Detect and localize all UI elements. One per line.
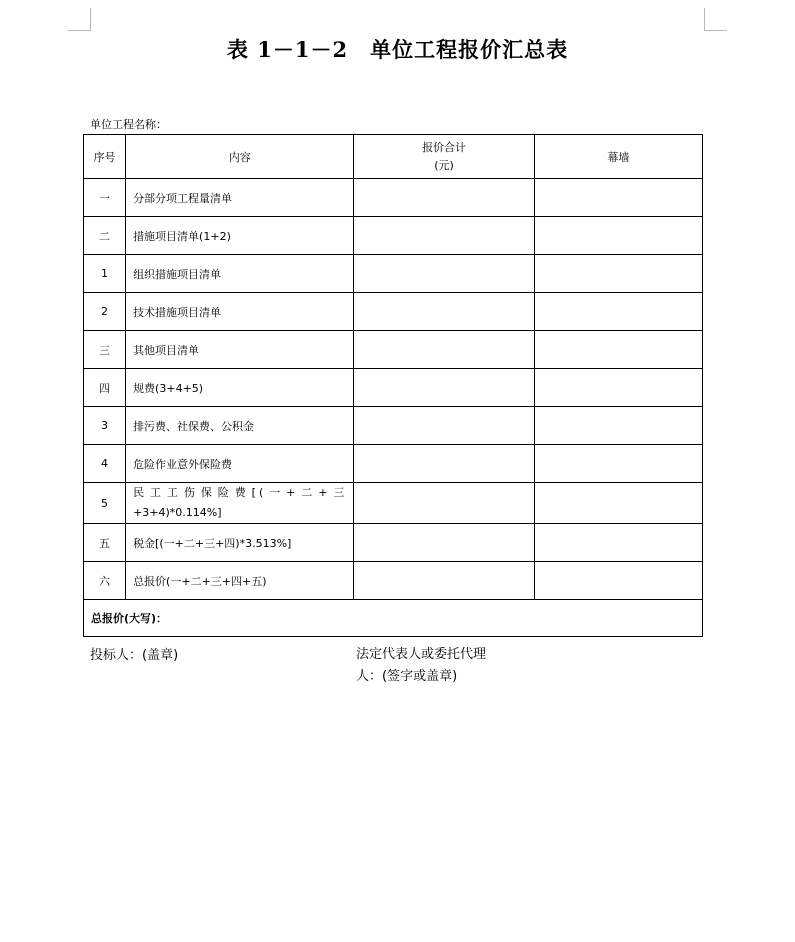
project-name-label: 单位工程名称：: [90, 118, 167, 131]
row-total-cell[interactable]: [354, 217, 534, 255]
row-total-cell[interactable]: [354, 483, 534, 524]
row-index: 二: [84, 217, 126, 255]
table-row: [84, 255, 703, 293]
row-index: 3: [84, 407, 126, 445]
row-index: 四: [84, 369, 126, 407]
row-total-cell[interactable]: [354, 562, 534, 600]
header-index: 序号: [84, 135, 126, 179]
row-curtain-cell[interactable]: [534, 524, 702, 562]
row-content-line: 民工工伤保险费[(一+二+三: [133, 486, 348, 499]
row-content-line: +3+4)*0.114%]: [133, 506, 222, 519]
table-row: [84, 179, 703, 217]
representative-signature-line: 人：(签字或盖章): [356, 669, 458, 684]
row-curtain-cell[interactable]: [534, 293, 702, 331]
table-row: [84, 407, 703, 445]
row-total-cell[interactable]: [354, 524, 534, 562]
row-content: [126, 483, 354, 524]
header-total: [354, 135, 534, 179]
row-content: 措施项目清单(1+2): [126, 217, 354, 255]
row-total-cell[interactable]: [354, 255, 534, 293]
row-curtain-cell[interactable]: [534, 331, 702, 369]
row-curtain-cell[interactable]: [534, 179, 702, 217]
table-header-row: [84, 135, 703, 179]
row-curtain-cell[interactable]: [534, 562, 702, 600]
row-total-cell[interactable]: [354, 179, 534, 217]
crop-mark-top-right: [704, 8, 727, 31]
bidder-signature: 投标人：(盖章): [90, 648, 179, 663]
table-row: [84, 445, 703, 483]
row-content: 规费(3+4+5): [126, 369, 354, 407]
row-content: 技术措施项目清单: [126, 293, 354, 331]
row-index: 一: [84, 179, 126, 217]
row-index: 五: [84, 524, 126, 562]
row-curtain-cell[interactable]: [534, 445, 702, 483]
row-index: 六: [84, 562, 126, 600]
row-index: 5: [84, 483, 126, 524]
row-content: 排污费、社保费、公积金: [126, 407, 354, 445]
table-footer-row: [84, 600, 703, 637]
row-curtain-cell[interactable]: [534, 407, 702, 445]
header-content: 内容: [126, 135, 354, 179]
header-total-unit: (元): [434, 158, 454, 172]
table-row: [84, 293, 703, 331]
table-row: [84, 562, 703, 600]
quotation-summary-table: [83, 134, 703, 637]
table-row: [84, 524, 703, 562]
row-total-cell[interactable]: [354, 331, 534, 369]
row-index: 三: [84, 331, 126, 369]
representative-signature-line: 法定代表人或委托代理: [356, 647, 487, 662]
header-curtain-wall: 幕墙: [534, 135, 702, 179]
row-content: 危险作业意外保险费: [126, 445, 354, 483]
row-content: 分部分项工程量清单: [126, 179, 354, 217]
row-index: 2: [84, 293, 126, 331]
row-total-cell[interactable]: [354, 293, 534, 331]
row-content: 总报价(一+二+三+四+五): [126, 562, 354, 600]
table-row: [84, 369, 703, 407]
row-total-cell[interactable]: [354, 407, 534, 445]
row-curtain-cell[interactable]: [534, 483, 702, 524]
representative-signature: [356, 644, 506, 688]
row-total-cell[interactable]: [354, 369, 534, 407]
total-in-words-label[interactable]: 总报价(大写)：: [84, 600, 703, 637]
table-row: [84, 483, 703, 524]
crop-mark-top-left: [68, 8, 91, 31]
row-curtain-cell[interactable]: [534, 255, 702, 293]
row-content: 税金[(一+二+三+四)*3.513%]: [126, 524, 354, 562]
document-title: 表 1－1－2 单位工程报价汇总表: [226, 37, 569, 62]
row-index: 4: [84, 445, 126, 483]
table-row: [84, 217, 703, 255]
row-content: 其他项目清单: [126, 331, 354, 369]
row-total-cell[interactable]: [354, 445, 534, 483]
row-content: 组织措施项目清单: [126, 255, 354, 293]
row-index: 1: [84, 255, 126, 293]
row-curtain-cell[interactable]: [534, 217, 702, 255]
table-row: [84, 331, 703, 369]
header-total-label: 报价合计: [422, 140, 467, 154]
row-curtain-cell[interactable]: [534, 369, 702, 407]
